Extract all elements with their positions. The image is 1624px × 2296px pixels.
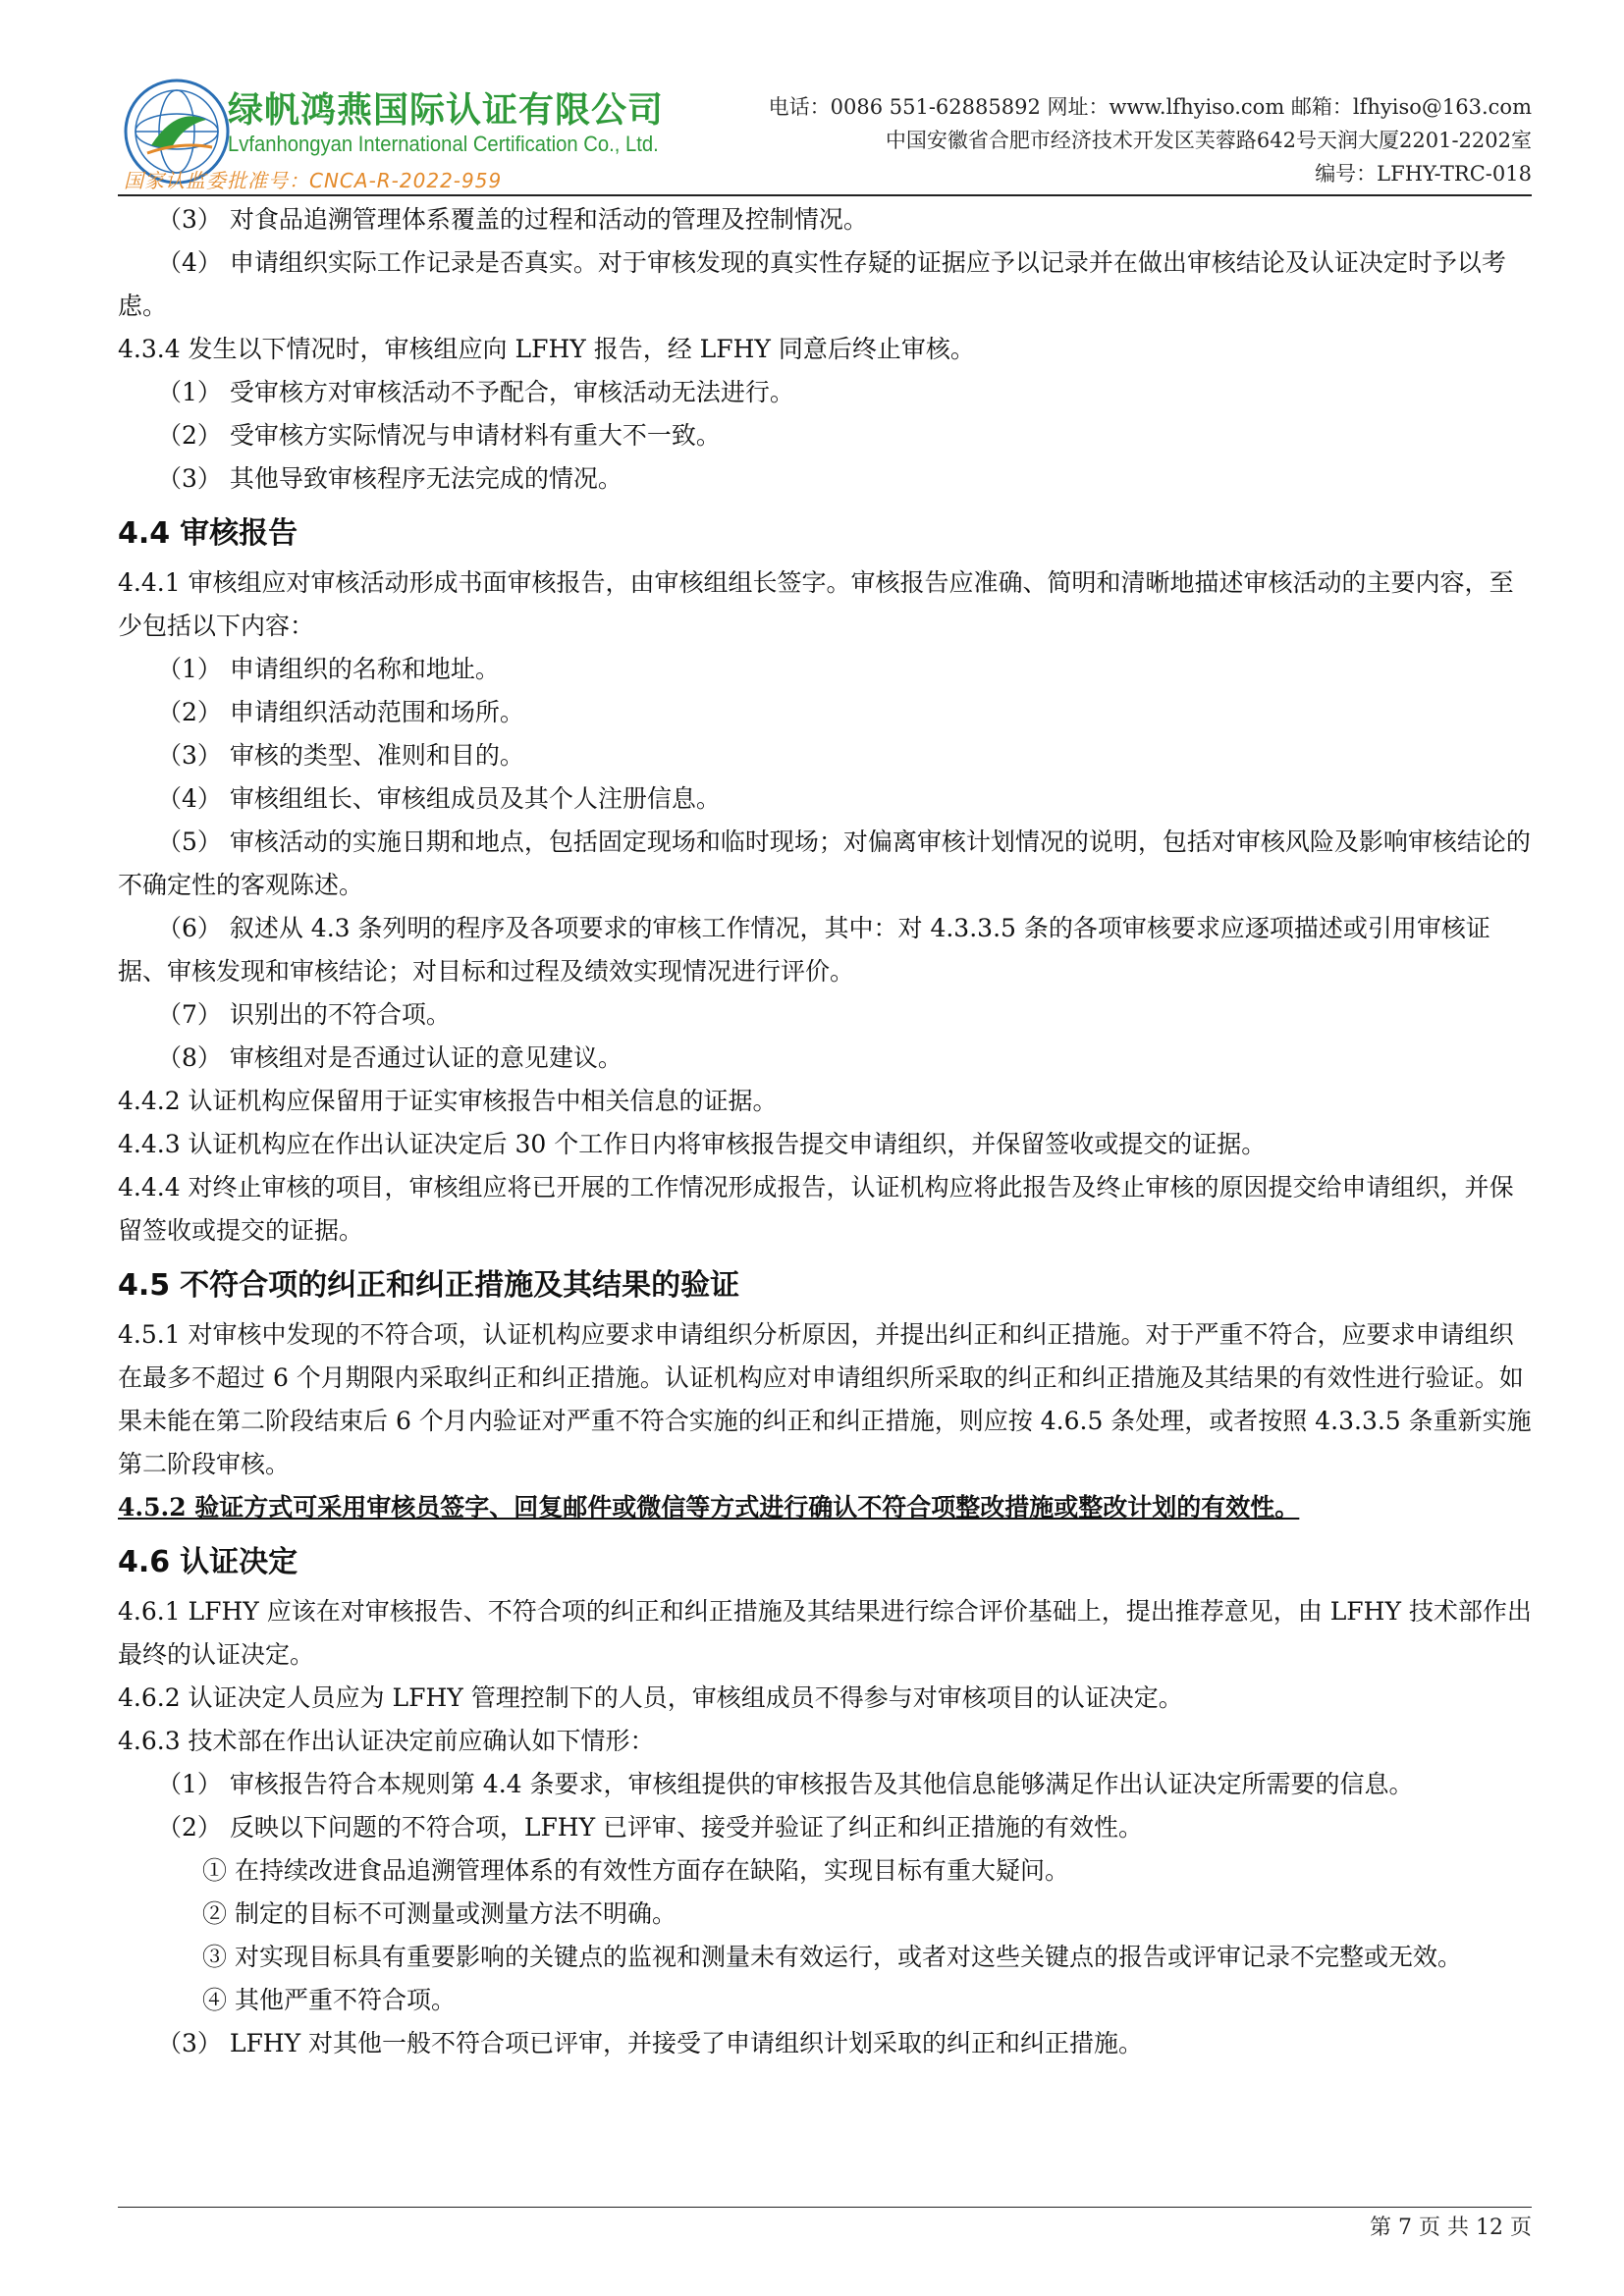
section-title: 不符合项的纠正和纠正措施及其结果的验证 (180, 1268, 740, 1303)
footer-divider (118, 2207, 1532, 2208)
paragraph: （3） 其他导致审核程序无法完成的情况。 (157, 464, 623, 493)
document-number: 编号：LFHY-TRC-018 (1315, 162, 1532, 186)
paragraph: （7） 识别出的不符合项。 (157, 1000, 451, 1029)
company-name-en: Lvfanhongyan International Certification Co., Ltd. (228, 132, 659, 156)
page-number: 第 7 页 共 12 页 (1370, 2216, 1532, 2240)
paragraph: ① 在持续改进食品追溯管理体系的有效性方面存在缺陷，实现目标有重大疑问。 (202, 1856, 1069, 1885)
section-number: 4.6 (118, 1545, 171, 1579)
paragraph: （5） 审核活动的实施日期和地点，包括固定现场和临时现场；对偏离审核计划情况的说明，包括对审核风险及影响审核结论的不确定性的客观陈述。 (118, 828, 1531, 899)
paragraph-underlined: 4.5.2 验证方式可采用审核员签字、回复邮件或微信等方式进行确认不符合项整改措施或整改计划的有效性。 (118, 1493, 1300, 1522)
paragraph: 4.4.2 认证机构应保留用于证实审核报告中相关信息的证据。 (118, 1087, 778, 1115)
paragraph: （3） 审核的类型、准则和目的。 (157, 741, 524, 770)
section-heading-4-6 (118, 1535, 1532, 1590)
paragraph: （3） 对食品追溯管理体系覆盖的过程和活动的管理及控制情况。 (157, 205, 868, 234)
approval-number: 国家认监委批准号：CNCA-R-2022-959 (124, 169, 503, 192)
paragraph: （4） 申请组织实际工作记录是否真实。对于审核发现的真实性存疑的证据应予以记录并在做出审核结论及认证决定时予以考虑。 (118, 248, 1506, 320)
paragraph: 4.3.4 发生以下情况时，审核组应向 LFHY 报告，经 LFHY 同意后终止审核。 (118, 335, 975, 363)
paragraph: 4.5.1 对审核中发现的不符合项，认证机构应要求申请组织分析原因，并提出纠正和纠正措施。对于严重不符合，应要求申请组织在最多不超过 6 个月期限内采取纠正和纠正措施。认证机构应对申请组织所采取的纠正和纠正措施及其结果的有效性进行验证。如果未能在第二阶段结束后 6 个月内验证对严重不符合实施的纠正和纠正措施，则应按 4.6.5 条处理，或者按照 4.3.3.5 条重新实施第二阶段审核。 (118, 1320, 1532, 1478)
paragraph: （1） 审核报告符合本规则第 4.4 条要求，审核组提供的审核报告及其他信息能够满足作出认证决定所需要的信息。 (157, 1770, 1414, 1798)
section-number: 4.5 (118, 1268, 171, 1303)
header-divider (118, 194, 1532, 196)
paragraph: ③ 对实现目标具有重要影响的关键点的监视和测量未有效运行，或者对这些关键点的报告或评审记录不完整或无效。 (202, 1943, 1462, 1971)
paragraph: （4） 审核组组长、审核组成员及其个人注册信息。 (157, 784, 721, 813)
paragraph: （1） 受审核方对审核活动不予配合，审核活动无法进行。 (157, 378, 794, 406)
document-body (118, 198, 1532, 2065)
contact-phone-web-email: 电话：0086 551-62885892 网址：www.lfhyiso.com 邮箱：lfhyiso@163.com (768, 95, 1532, 119)
paragraph: 4.6.2 认证决定人员应为 LFHY 管理控制下的人员，审核组成员不得参与对审核项目的认证决定。 (118, 1683, 1183, 1712)
paragraph: （1） 申请组织的名称和地址。 (157, 655, 500, 683)
section-title: 审核报告 (180, 516, 298, 551)
section-title: 认证决定 (180, 1545, 298, 1579)
section-number: 4.4 (118, 516, 171, 551)
paragraph: （8） 审核组对是否通过认证的意见建议。 (157, 1043, 623, 1072)
paragraph: 4.6.1 LFHY 应该在对审核报告、不符合项的纠正和纠正措施及其结果进行综合评价基础上，提出推荐意见，由 LFHY 技术部作出最终的认证决定。 (118, 1597, 1532, 1669)
paragraph: ④ 其他严重不符合项。 (202, 1986, 456, 2014)
company-name-cn: 绿帆鸿燕国际认证有限公司 (228, 90, 665, 131)
contact-block (769, 90, 1532, 190)
paragraph: 4.6.3 技术部在作出认证决定前应确认如下情形： (118, 1727, 655, 1755)
section-heading-4-5 (118, 1258, 1532, 1313)
paragraph: （2） 申请组织活动范围和场所。 (157, 698, 524, 726)
paragraph: 4.4.4 对终止审核的项目，审核组应将已开展的工作情况形成报告，认证机构应将此报告及终止审核的原因提交给申请组织，并保留签收或提交的证据。 (118, 1173, 1514, 1245)
paragraph: 4.4.3 认证机构应在作出认证决定后 30 个工作日内将审核报告提交申请组织，并保留签收或提交的证据。 (118, 1130, 1267, 1158)
paragraph: ② 制定的目标不可测量或测量方法不明确。 (202, 1899, 677, 1928)
paragraph: 4.4.1 审核组应对审核活动形成书面审核报告，由审核组组长签字。审核报告应准确、简明和清晰地描述审核活动的主要内容，至少包括以下内容： (118, 568, 1514, 640)
paragraph: （2） 反映以下问题的不符合项，LFHY 已评审、接受并验证了纠正和纠正措施的有效性。 (157, 1813, 1144, 1842)
paragraph: （2） 受审核方实际情况与申请材料有重大不一致。 (157, 421, 721, 450)
letterhead (118, 69, 1532, 194)
paragraph: （3） LFHY 对其他一般不符合项已评审，并接受了申请组织计划采取的纠正和纠正措施。 (157, 2029, 1144, 2057)
section-heading-4-4 (118, 507, 1532, 561)
contact-address: 中国安徽省合肥市经济技术开发区芙蓉路642号天润大厦2201-2202室 (885, 129, 1532, 152)
paragraph: （6） 叙述从 4.3 条列明的程序及各项要求的审核工作情况，其中：对 4.3.3.5 条的各项审核要求应逐项描述或引用审核证据、审核发现和审核结论；对目标和过程及绩效实现情况进行评价。 (118, 914, 1490, 986)
